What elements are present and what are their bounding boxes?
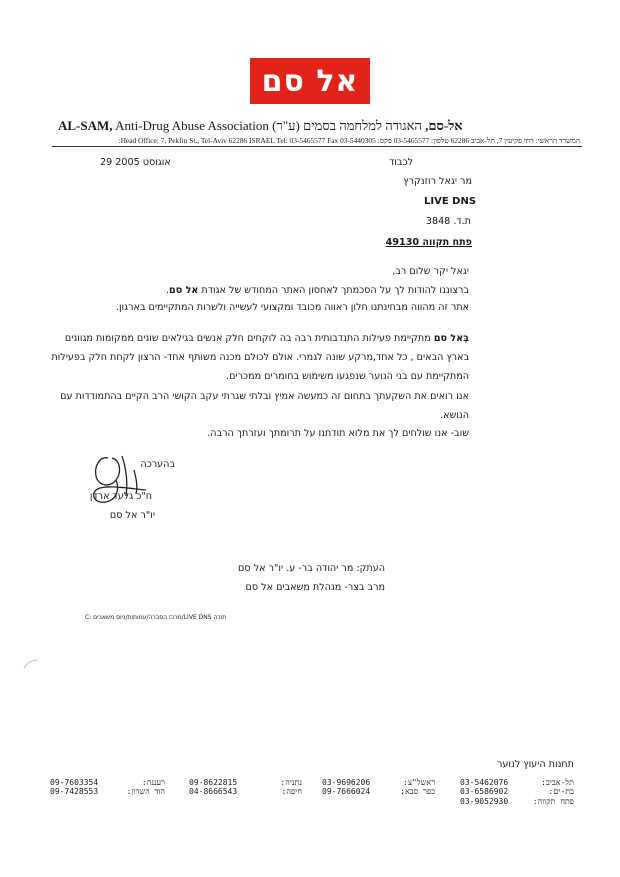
station-phone: 03-9696206 — [322, 778, 371, 787]
cc-line-2: מרב בצר- מנהלת משאבים אל סם — [245, 582, 385, 593]
station-city: בת-ים: — [548, 787, 574, 796]
station-phone: 03-5462076 — [460, 778, 509, 787]
station-city: פתח תקווה: — [532, 797, 574, 806]
p1-text-a: ברצוננו להודות לך על הסכמתך לאחסון האתר המחודש של אגודת — [198, 285, 469, 296]
p2-text-b: מתקיימת פעילות התנדבותית רבה בה לוקחים חלק אנשים בגילאים שונים ממקומות מגוונים — [64, 333, 434, 344]
recipient-city: פתח תקווה 49130 — [385, 237, 472, 248]
cc-line-1: העתק: מר יהודה בר- ע. יו"ר אל סם — [238, 563, 385, 574]
org-hebrew: האגודה למלחמה בסמים (ע"ר) — [272, 118, 426, 133]
station-phone: 09-7428553 — [50, 787, 99, 796]
org-english: Anti-Drug Abuse Association — [112, 118, 269, 133]
recipient-company: LIVE DNS — [424, 196, 477, 207]
scan-mark — [22, 655, 40, 667]
organization-name-line — [58, 118, 578, 134]
closing: בהערכה — [140, 459, 175, 470]
paragraph-2-line-1 — [65, 333, 469, 344]
file-reference: תודה LIVE DNS/מרכז הסברה/עמותות/ניוס משאבים :C — [85, 614, 227, 621]
p1-text-c: . — [165, 285, 170, 296]
org-english-bold: AL-SAM, — [58, 118, 113, 133]
paragraph-1-line-1 — [166, 285, 469, 296]
recipient-name: מר יגאל רוזנקרץ — [403, 176, 472, 187]
station-phone: 09-7603354 — [50, 778, 99, 787]
station-city: הוד השרון: — [126, 787, 165, 796]
alsam-logo — [250, 58, 370, 104]
signer-name: ח"כ גלעד ארדן — [89, 491, 152, 502]
p1-text-org: אל סם — [169, 285, 199, 296]
station-phone: 03-9052930 — [460, 797, 509, 806]
paragraph-3-line-2: הנושא. — [440, 410, 469, 421]
station-city: ראשל"צ: — [403, 778, 435, 787]
station-phone: 04-8666543 — [189, 787, 238, 796]
station-city: חיפה: — [281, 787, 302, 796]
head-office-line: המשרד הראשי: רחי פקיעין 7, תל-אביב 62286 טלפון: 03-5465577 פקס: 03-5440305 Head Office: 7, Pekfin St., Tel-Aviv 62286 ISRAEL Tel: 03-5465577 Fax: — [118, 136, 580, 145]
footer-title: תחנות היעוץ לנוער — [497, 759, 574, 770]
recipient-to: לכבוד — [389, 157, 413, 168]
station-city: נתניה: — [280, 778, 302, 787]
paragraph-2-line-2: בארץ הבאים , כל אחד,מרקע שונה לגמרי. אולם לכולם מכנה משותף אחד- הרצון לקחת חלק בפעילות — [51, 352, 469, 363]
org-hebrew-bold: אל-סם, — [425, 118, 463, 133]
paragraph-3-line-1: אנו רואים את השקעתך בתחום זה כמעשה אמיץ ובלתי שגרתי עקב הקושי הרב הקיים בהתמודדות עם — [60, 391, 469, 402]
station-city: כפר סבא: — [400, 787, 435, 796]
paragraph-2-line-3: המתקיימת עם בני הנוער שנפגעו משימוש בחומרים ממכרים. — [226, 371, 469, 382]
signer-title: יו"ר אל סם — [109, 510, 155, 521]
paragraph-1-line-2: אתר זה מהווה מבחינתנו חלון ראווה מכובד ומקצועי לעשייה ולשרות המתקיימים בארגון. — [115, 302, 469, 313]
paragraph-4: שוב- אנו שולחים לך את מלוא תודתנו על תרומתך ועזרתך הרבה. — [207, 428, 469, 439]
recipient-pobox: ת.ד. 3848 — [425, 216, 471, 227]
station-phone: 03-6586902 — [460, 787, 509, 796]
header-divider — [52, 146, 582, 147]
greeting: יגאל יקר שלום רב, — [392, 266, 469, 277]
station-city: תל-אביב: — [541, 778, 574, 787]
station-phone: 09-7666024 — [322, 787, 371, 796]
letter-date: 29 אוגוסט 2005 — [100, 157, 171, 168]
station-city: רעננה: — [141, 778, 165, 787]
station-phone: 09-8622815 — [189, 778, 238, 787]
logo-text: אל סם — [261, 63, 359, 99]
p2-text-org: בְּאל סם — [433, 333, 469, 344]
